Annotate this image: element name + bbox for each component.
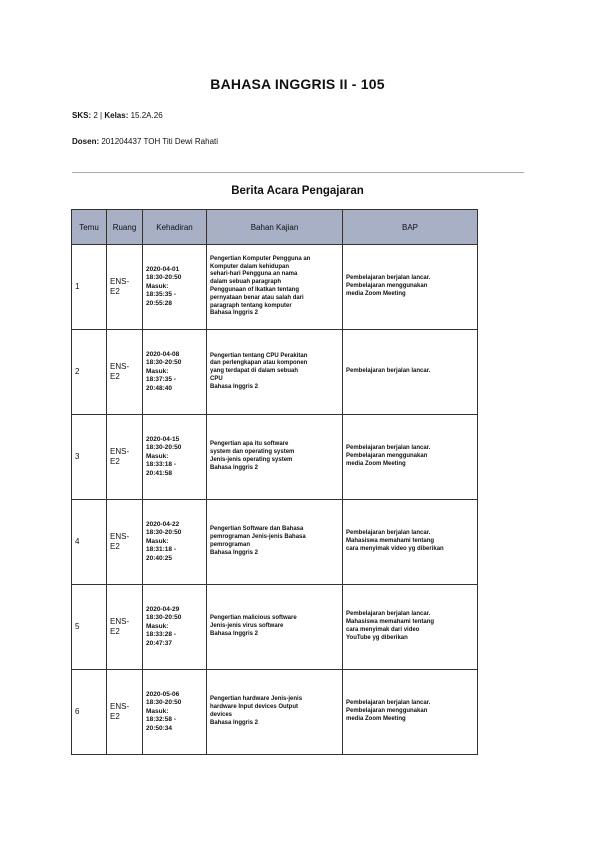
cell-temu: 1	[72, 245, 107, 330]
cell-bahan-kajian	[207, 500, 343, 585]
bahan-line: Bahasa Inggris 2	[210, 630, 259, 637]
bahan-line: Bahasa Inggris 2	[210, 383, 259, 390]
bahan-line: hardware Input devices Output	[210, 704, 299, 711]
kehadiran-line: 18:30-20:50	[146, 614, 182, 622]
kehadiran-line: Masuk:	[146, 452, 169, 460]
ruang-line: ENS-	[110, 701, 130, 711]
kehadiran-line: 18:35:35 -	[146, 291, 176, 299]
ruang-line: E2	[110, 457, 120, 466]
cell-kehadiran	[143, 415, 207, 500]
kehadiran-line: Masuk:	[146, 282, 169, 290]
table-row	[72, 670, 478, 755]
cell-temu: 4	[72, 500, 107, 585]
kehadiran-line: 18:30-20:50	[146, 444, 182, 452]
course-meta	[72, 111, 163, 120]
bahan-line: pemrograman Jenis-jenis Bahasa	[210, 534, 306, 541]
kehadiran-line: 18:30-20:50	[146, 529, 182, 537]
kehadiran-line: 20:48:40	[146, 384, 173, 392]
kelas-label: Kelas:	[104, 111, 129, 120]
bahan-line: devices	[210, 712, 233, 718]
cell-bap	[343, 330, 478, 415]
bap-line: Pembelajaran berjalan lancar.	[346, 368, 431, 375]
cell-bahan-kajian	[207, 245, 343, 330]
meta-separator: |	[100, 111, 103, 120]
cell-ruang	[107, 415, 143, 500]
bahan-line: Pengertian malicious software	[210, 615, 297, 622]
kehadiran-line: 20:50:34	[146, 724, 173, 732]
bahan-line: sehari-hari Pengguna an nama	[210, 271, 298, 278]
kehadiran-line: 18:33:28 -	[146, 631, 176, 639]
bap-line: media Zoom Meeting	[346, 460, 406, 467]
kehadiran-line: 20:41:58	[146, 469, 173, 477]
bap-line: YouTube yg diberikan	[346, 634, 408, 641]
kehadiran-line: 18:30-20:50	[146, 274, 182, 282]
kehadiran-line: 2020-04-15	[146, 435, 180, 443]
bahan-line: Bahasa Inggris 2	[210, 310, 259, 317]
bahan-line: paragraph tentang komputer	[210, 302, 292, 309]
bap-line: cara menyimak video yg diberikan	[346, 545, 444, 552]
bahan-line: Bahasa Inggris 2	[210, 719, 259, 726]
cell-bap	[343, 500, 478, 585]
section-title: Berita Acara Pengajaran	[231, 185, 364, 197]
kehadiran-line: 18:30-20:50	[146, 699, 182, 707]
bahan-line: Jenis-jenis virus software	[210, 623, 284, 630]
bap-line: media Zoom Meeting	[346, 290, 406, 297]
ruang-line: E2	[110, 542, 120, 551]
table-row	[72, 415, 478, 500]
table-row	[72, 500, 478, 585]
kehadiran-line: 20:40:25	[146, 554, 173, 562]
ruang-line: ENS-	[110, 276, 130, 286]
bap-line: cara menyimak dari video	[346, 627, 420, 633]
bahan-line: Jenis-jenis operating system	[210, 457, 293, 463]
kehadiran-line: 18:31:18 -	[146, 546, 176, 554]
bahan-line: Pengertian apa itu software	[210, 441, 289, 448]
cell-temu: 6	[72, 670, 107, 755]
kehadiran-line: Masuk:	[146, 537, 169, 545]
ruang-line: E2	[110, 372, 120, 381]
ruang-line: ENS-	[110, 531, 130, 541]
dosen-label: Dosen:	[72, 137, 100, 146]
kelas-value: 15.2A.26	[130, 111, 163, 120]
bap-table	[71, 209, 478, 755]
cell-kehadiran	[143, 585, 207, 670]
header-bahan-kajian: Bahan Kajian	[207, 210, 343, 245]
bahan-line: Komputer dalam kehidupan	[210, 263, 290, 270]
bahan-line: pemrograman	[210, 542, 251, 548]
cell-bahan-kajian	[207, 415, 343, 500]
cell-bap	[343, 415, 478, 500]
divider	[72, 172, 524, 173]
ruang-line: ENS-	[110, 361, 130, 371]
cell-bap	[343, 670, 478, 755]
bahan-line: yang terdapat di dalam sebuah	[210, 368, 299, 375]
cell-kehadiran	[143, 670, 207, 755]
bap-line: Pembelajaran menggunakan	[346, 708, 428, 715]
bahan-line: dalam sebuah paragraph	[210, 279, 282, 286]
bap-line: Mahasiswa memahami tentang	[346, 538, 435, 545]
dosen-value: 201204437 TOH Titi Dewi Rahati	[101, 137, 219, 146]
header-ruang: Ruang	[107, 210, 143, 245]
table-header-row	[72, 210, 478, 245]
bap-line: media Zoom Meeting	[346, 715, 406, 722]
ruang-line: ENS-	[110, 446, 130, 456]
bap-line: Pembelajaran menggunakan	[346, 283, 428, 290]
kehadiran-line: 2020-04-29	[146, 605, 180, 613]
header-bap: BAP	[343, 210, 478, 245]
bap-line: Pembelajaran berjalan lancar.	[346, 611, 431, 618]
bahan-line: Pengertian Komputer Pengguna an	[210, 255, 311, 262]
cell-ruang	[107, 500, 143, 585]
bahan-line: dan perlengkapan atau komponen	[210, 360, 308, 367]
cell-bahan-kajian	[207, 670, 343, 755]
kehadiran-line: 2020-05-06	[146, 690, 180, 698]
cell-ruang	[107, 330, 143, 415]
bap-line: Pembelajaran berjalan lancar.	[346, 700, 431, 707]
cell-temu: 3	[72, 415, 107, 500]
kehadiran-line: Masuk:	[146, 707, 169, 715]
cell-temu: 5	[72, 585, 107, 670]
cell-bahan-kajian	[207, 585, 343, 670]
header-kehadiran: Kehadiran	[143, 210, 207, 245]
cell-ruang	[107, 585, 143, 670]
table-row	[72, 585, 478, 670]
lecturer-meta	[72, 137, 218, 146]
kehadiran-line: 2020-04-22	[146, 520, 180, 528]
kehadiran-line: 2020-04-08	[146, 350, 180, 358]
bap-line: Pembelajaran berjalan lancar.	[346, 275, 431, 282]
bahan-line: pernyataan benar atau salah dari	[210, 294, 304, 301]
ruang-line: E2	[110, 712, 120, 721]
sks-label: SKS:	[72, 111, 92, 120]
bap-line: Pembelajaran berjalan lancar.	[346, 445, 431, 452]
bahan-line: Pengertian hardware Jenis-jenis	[210, 696, 303, 703]
bap-line: Mahasiswa memahami tentang	[346, 619, 435, 626]
bap-line: Pembelajaran menggunakan	[346, 453, 428, 460]
bahan-line: Pengertian Software dan Bahasa	[210, 526, 304, 533]
sks-value: 2	[93, 111, 98, 120]
bahan-line: Penggunaan of Ikatkan tentang	[210, 287, 300, 293]
kehadiran-line: 2020-04-01	[146, 265, 180, 273]
cell-kehadiran	[143, 245, 207, 330]
header-temu: Temu	[72, 210, 107, 245]
cell-bap	[343, 585, 478, 670]
table-row	[72, 245, 478, 330]
kehadiran-line: Masuk:	[146, 622, 169, 630]
bahan-line: system dan operating system	[210, 449, 295, 456]
kehadiran-line: 18:30-20:50	[146, 359, 182, 367]
bahan-line: Bahasa Inggris 2	[210, 549, 259, 556]
cell-bap	[343, 245, 478, 330]
ruang-line: E2	[110, 287, 120, 296]
table-row	[72, 330, 478, 415]
cell-kehadiran	[143, 330, 207, 415]
page-title: BAHASA INGGRIS II - 105	[210, 76, 385, 92]
bap-line: Pembelajaran berjalan lancar.	[346, 530, 431, 537]
kehadiran-line: Masuk:	[146, 367, 169, 375]
ruang-line: ENS-	[110, 616, 130, 626]
cell-temu: 2	[72, 330, 107, 415]
bahan-line: Bahasa Inggris 2	[210, 464, 259, 471]
cell-bahan-kajian	[207, 330, 343, 415]
cell-ruang	[107, 245, 143, 330]
ruang-line: E2	[110, 627, 120, 636]
cell-kehadiran	[143, 500, 207, 585]
bahan-line: CPU	[210, 375, 223, 382]
kehadiran-line: 20:55:28	[146, 299, 173, 307]
kehadiran-line: 20:47:37	[146, 639, 173, 647]
kehadiran-line: 18:32:58 -	[146, 716, 176, 724]
cell-ruang	[107, 670, 143, 755]
kehadiran-line: 18:33:18 -	[146, 461, 176, 469]
bahan-line: Pengertian tentang CPU Perakitan	[210, 352, 308, 359]
kehadiran-line: 18:37:35 -	[146, 376, 176, 384]
